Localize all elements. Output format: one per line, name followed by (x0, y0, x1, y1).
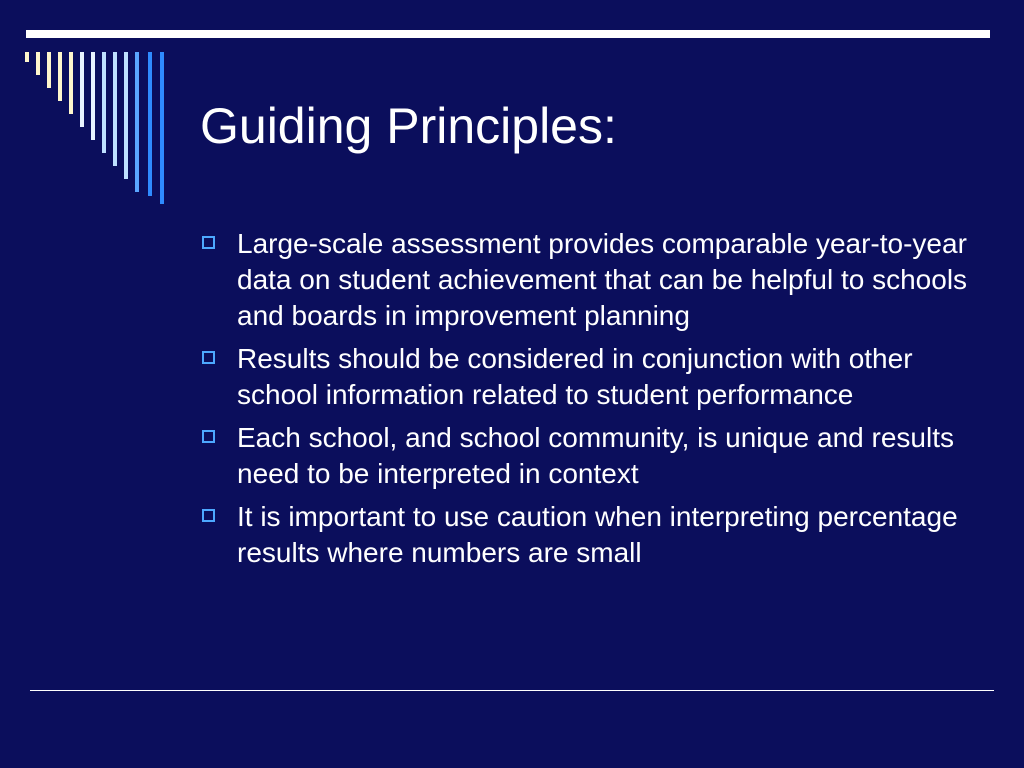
bullet-text: Results should be considered in conjunction with other school information related to student performance (237, 343, 913, 410)
bullet-text: Each school, and school community, is unique and results need to be interpreted in context (237, 422, 954, 489)
bullet-item (200, 499, 980, 571)
stripe (135, 52, 139, 192)
decorative-stripes (0, 0, 180, 220)
stripe (47, 52, 51, 88)
bullet-item (200, 226, 980, 334)
bullet-text: It is important to use caution when interpreting percentage results where numbers are small (237, 501, 958, 568)
stripe (124, 52, 128, 179)
stripe (102, 52, 106, 153)
stripe (36, 52, 40, 75)
stripe (25, 52, 29, 62)
square-bullet-icon (202, 509, 215, 522)
square-bullet-icon (202, 430, 215, 443)
bullet-item (200, 420, 980, 492)
slide-title: Guiding Principles: (200, 98, 617, 154)
stripe (160, 52, 164, 204)
stripe (113, 52, 117, 166)
bullet-list (200, 226, 980, 578)
bullet-text: Large-scale assessment provides comparable year-to-year data on student achievement that can be helpful to schools and boards in improvement planning (237, 228, 968, 331)
square-bullet-icon (202, 236, 215, 249)
stripe (148, 52, 152, 196)
stripe (69, 52, 73, 114)
stripe (80, 52, 84, 127)
bullet-item (200, 341, 980, 413)
square-bullet-icon (202, 351, 215, 364)
stripe (58, 52, 62, 101)
stripe (91, 52, 95, 140)
bottom-rule (30, 690, 994, 691)
